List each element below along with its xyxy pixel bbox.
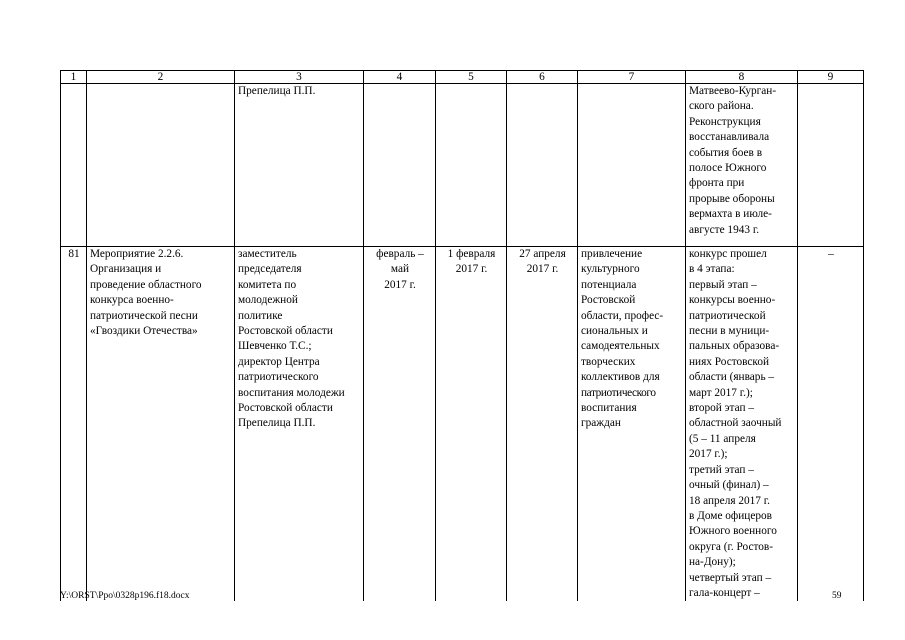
column-number: 8 xyxy=(686,71,798,84)
info-line: в Доме офицеров xyxy=(689,509,772,522)
info-line: областной заочный xyxy=(689,417,782,430)
event-line: Мероприятие 2.2.6. xyxy=(90,248,184,260)
info-line: конкурсы военно- xyxy=(689,294,776,307)
info-line: Реконструкция xyxy=(689,115,761,128)
result-line: воспитания xyxy=(581,402,637,415)
result-line: сиональных и xyxy=(581,325,648,338)
period-line: 2017 г. xyxy=(384,278,416,291)
info-line: (5 – 11 апреля xyxy=(689,432,756,445)
end-date-line: 27 апреля xyxy=(519,248,566,260)
event-line: проведение областного xyxy=(90,278,202,291)
result-line: привлечение xyxy=(581,248,643,260)
column-number: 9 xyxy=(798,71,864,84)
info-line: четвертый этап – xyxy=(689,571,772,584)
info-cell xyxy=(686,84,798,247)
info-line: очный (финал) – xyxy=(689,479,769,492)
info-line: полосе Южного xyxy=(689,162,767,175)
info-line: августе 1943 г. xyxy=(689,223,760,236)
responsible-line: Препелица П.П. xyxy=(238,417,316,430)
column-number: 1 xyxy=(61,71,87,84)
info-line: патриотической xyxy=(689,309,766,322)
responsible-line: Ростовской области xyxy=(238,325,333,338)
note-cell xyxy=(798,84,864,247)
result-line: патриотического xyxy=(581,386,656,399)
row-number-cell xyxy=(61,84,87,247)
result-line: коллективов для xyxy=(581,371,660,384)
info-line: округа (г. Ростов- xyxy=(689,540,774,553)
result-line: потенциала xyxy=(581,278,637,291)
column-number: 5 xyxy=(436,71,507,84)
page-number: 59 xyxy=(832,591,842,601)
responsible-line: директор Центра xyxy=(238,355,320,368)
result-cell xyxy=(578,247,686,602)
info-line: в 4 этапа: xyxy=(689,263,735,276)
responsible-cell xyxy=(235,84,364,247)
column-number: 4 xyxy=(364,71,436,84)
event-cell xyxy=(87,247,235,602)
info-line: события боев в xyxy=(689,146,763,159)
result-line: граждан xyxy=(581,417,621,430)
info-line: гала-концерт – xyxy=(689,586,760,599)
info-line: конкурс прошел xyxy=(689,248,767,260)
info-line: 18 апреля 2017 г. xyxy=(689,494,770,507)
responsible-line: патриотического xyxy=(238,371,319,384)
column-number: 6 xyxy=(507,71,578,84)
result-cell xyxy=(578,84,686,247)
info-line: ского района. xyxy=(689,100,754,113)
responsible-line: воспитания молодежи xyxy=(238,386,345,399)
info-line: фронта при xyxy=(689,177,745,190)
responsible-line: молодежной xyxy=(238,294,298,307)
end-date-cell xyxy=(507,84,578,247)
period-line: май xyxy=(390,263,410,276)
info-line: на-Дону); xyxy=(689,556,736,569)
result-line: области, профес- xyxy=(581,309,664,322)
end-date-line: 2017 г. xyxy=(526,263,559,276)
responsible-line: Препелица П.П. xyxy=(238,85,316,97)
column-number-row xyxy=(61,71,864,84)
info-line: восстанавливала xyxy=(689,131,770,144)
responsible-line: Шевченко Т.С.; xyxy=(238,340,312,353)
note-cell: – xyxy=(798,247,864,602)
column-number: 7 xyxy=(578,71,686,84)
start-date-cell xyxy=(436,84,507,247)
info-line: первый этап – xyxy=(689,278,757,291)
result-line: Ростовской xyxy=(581,294,636,307)
period-cell xyxy=(364,247,436,602)
period-line: февраль – xyxy=(376,248,424,260)
info-line: 2017 г.); xyxy=(689,448,728,461)
result-line: культурного xyxy=(581,263,640,276)
responsible-line: Ростовской области xyxy=(238,402,333,415)
info-line: Матвеево-Курган- xyxy=(689,85,777,97)
row-number-cell: 81 xyxy=(61,247,87,602)
responsible-line: политике xyxy=(238,309,283,322)
continued-row xyxy=(61,84,864,247)
info-line: март 2017 г.); xyxy=(689,386,753,399)
responsible-line: комитета по xyxy=(238,278,297,291)
info-line: ниях Ростовской xyxy=(689,355,770,368)
responsible-line: заместитель xyxy=(238,248,297,260)
column-number: 2 xyxy=(87,71,235,84)
event-line: Организация и xyxy=(90,263,162,276)
period-cell xyxy=(364,84,436,247)
file-path-footer: Y:\ORST\Ppo\0328p196.f18.docx xyxy=(60,591,190,601)
event-line: патриотической песни xyxy=(90,309,198,322)
result-line: самодеятельных xyxy=(581,340,660,353)
info-line: Южного военного xyxy=(689,525,777,538)
info-line: второй этап – xyxy=(689,402,754,415)
event-line: конкурса военно- xyxy=(90,294,174,307)
responsible-line: председателя xyxy=(238,263,302,276)
start-date-line: 2017 г. xyxy=(455,263,488,276)
info-line: области (январь – xyxy=(689,371,775,384)
start-date-line: 1 февраля xyxy=(447,248,496,260)
info-line: третий этап – xyxy=(689,463,754,476)
info-line: прорыве обороны xyxy=(689,192,775,205)
end-date-cell xyxy=(507,247,578,602)
table-row-81 xyxy=(61,247,864,602)
info-cell xyxy=(686,247,798,602)
event-cell xyxy=(87,84,235,247)
result-line: творческих xyxy=(581,355,636,368)
plan-implementation-table xyxy=(60,70,864,601)
info-line: песни в муници- xyxy=(689,325,770,338)
start-date-cell xyxy=(436,247,507,602)
info-line: вермахта в июле- xyxy=(689,208,772,221)
column-number: 3 xyxy=(235,71,364,84)
event-line: «Гвоздики Отечества» xyxy=(90,325,198,338)
responsible-cell xyxy=(235,247,364,602)
info-line: пальных образова- xyxy=(689,340,780,353)
